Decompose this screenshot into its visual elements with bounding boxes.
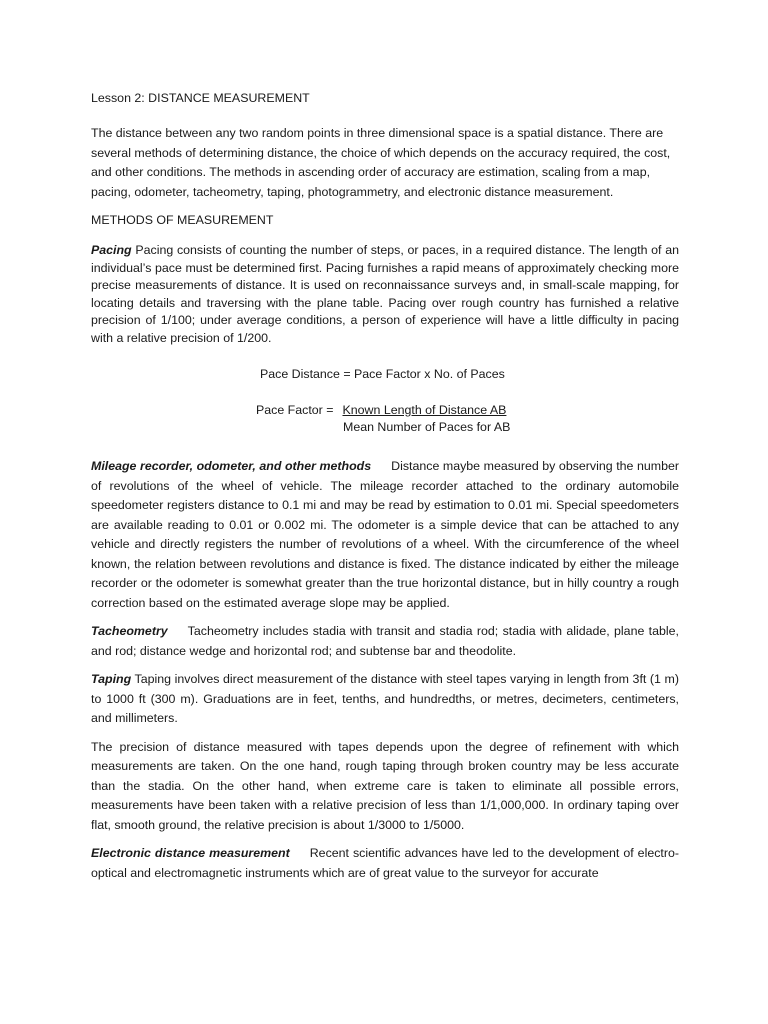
intro-paragraph: The distance between any two random points in three dimensional space is a spatial distance. There are several methods of determining distance, the choice of which depends on the accuracy required, the cost, and other conditions. The methods in ascending order of accuracy are estimation, scaling from a map, pacing, odometer, tacheometry, taping, photogrammetry, and electronic distance measurement. xyxy=(91,126,671,199)
pace-distance-formula: Pace Distance = Pace Factor x No. of Paces xyxy=(260,367,505,381)
edm-term: Electronic distance measurement xyxy=(91,846,290,860)
edm-paragraph xyxy=(91,844,679,883)
mileage-term: Mileage recorder, odometer, and other methods xyxy=(91,459,372,473)
pacing-text: Pacing consists of counting the number of steps, or paces, in a required distance. The length of an individual’s pace must be determined first. Pacing furnishes a rapid means of approximately checking more precise measurements of distance. It is used on reconnaissance surveys and, in small-scale mapping, for locating details and traversing with the plane table. Pacing over rough country has furnished a relative precision of 1/100; under average conditions, a person of experience will have a little difficulty in pacing with a relative precision of 1/200. xyxy=(91,243,679,345)
section-heading: METHODS OF MEASUREMENT xyxy=(91,213,274,227)
tacheometry-paragraph xyxy=(91,622,679,661)
taping-paragraph xyxy=(91,670,679,729)
pace-formulas xyxy=(91,365,679,457)
pace-factor-label: Pace Factor = xyxy=(256,403,334,417)
pace-factor-numerator: Known Length of Distance AB xyxy=(342,403,507,417)
document-page xyxy=(91,89,679,892)
mileage-text: Distance maybe measured by observing the number of revolutions of the wheel of vehicle. The mileage recorder attached to the ordinary automobile speedometer registers distance to 0.1 mi and may be read by estimation to 0.01 mi. Special speedometers are available reading to 0.01 or 0.002 mi. The odometer is a simple device that can be attached to any vehicle and directly registers the number of revolutions of a wheel. With the circumference of the wheel known, the relation between revolutions and distance is fixed. The distance indicated by either the mileage recorder or the odometer is somewhat greater than the true horizontal distance, but in hilly country a rough correction based on the estimated average slope may be applied. xyxy=(91,459,680,610)
pace-factor-formula xyxy=(256,401,506,419)
tacheometry-text: Tacheometry includes stadia with transit and stadia rod; stadia with alidade, plane table, and rod; distance wedge and horizontal rod; and subtense bar and theodolite. xyxy=(91,624,679,658)
pace-factor-denominator: Mean Number of Paces for AB xyxy=(343,420,511,434)
taping-term: Taping xyxy=(91,672,132,686)
edm-text: Recent scientific advances have led to the development of electro-optical and electromagnetic instruments which are of great value to the surveyor for accurate xyxy=(91,846,679,880)
lesson-title: Lesson 2: DISTANCE MEASUREMENT xyxy=(91,91,310,105)
taping-precision-paragraph: The precision of distance measured with tapes depends upon the degree of refinement with which measurements are taken. On the one hand, rough taping through broken country may be less accurate than the stadia. On the other hand, when extreme care is taken to eliminate all possible errors, measurements have been taken with a relative precision of less than 1/1,000,000. In ordinary taping over flat, smooth ground, the relative precision is about 1/3000 to 1/5000. xyxy=(91,739,679,832)
mileage-paragraph xyxy=(91,457,679,613)
tacheometry-term: Tacheometry xyxy=(91,624,168,638)
pacing-paragraph xyxy=(91,242,679,347)
taping-text: Taping involves direct measurement of the distance with steel tapes varying in length from 3ft (1 m) to 1000 ft (300 m). Graduations are in feet, tenths, and hundredths, or metres, decimeters, centimeters, and millimeters. xyxy=(91,672,679,725)
pacing-term: Pacing xyxy=(91,243,132,257)
